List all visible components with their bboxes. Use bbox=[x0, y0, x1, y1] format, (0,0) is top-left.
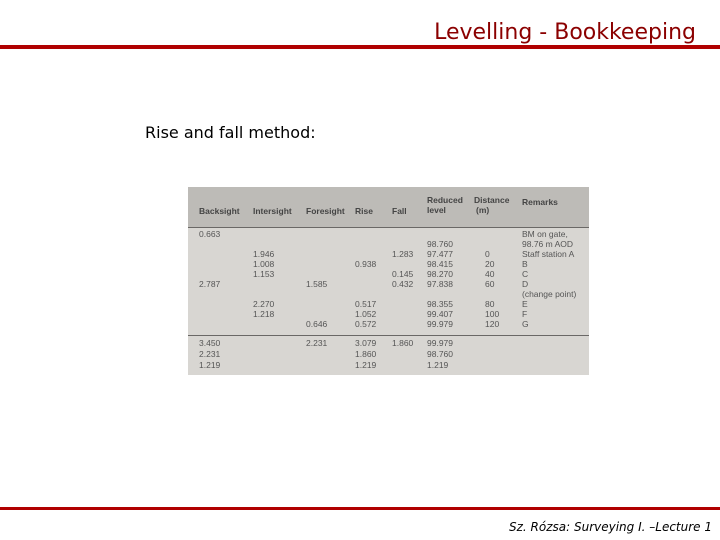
cell-remarks: Staff station A bbox=[522, 249, 575, 259]
cell-reduced: 99.979 bbox=[427, 338, 453, 348]
cell-fall: 1.860 bbox=[392, 338, 414, 348]
cell-fall: 1.283 bbox=[392, 249, 414, 259]
cell-remarks: B bbox=[522, 259, 528, 269]
cell-distance: 20 bbox=[485, 259, 495, 269]
header-rise: Rise bbox=[355, 206, 373, 216]
footer-rule bbox=[0, 507, 720, 510]
cell-distance: 100 bbox=[485, 309, 500, 319]
cell-reduced: 98.760 bbox=[427, 239, 453, 249]
cell-reduced: 1.219 bbox=[427, 360, 449, 370]
cell-remarks: D bbox=[522, 279, 529, 289]
header-distance-line1: Distance bbox=[474, 195, 510, 205]
cell-reduced: 98.270 bbox=[427, 269, 453, 279]
footer-credit: Sz. Rózsa: Surveying I. –Lecture 1 bbox=[508, 520, 712, 534]
header-intersight: Intersight bbox=[253, 206, 292, 216]
cell-backsight: 2.231 bbox=[199, 349, 221, 359]
cell-remarks: (change point) bbox=[522, 289, 577, 299]
cell-intersight: 2.270 bbox=[253, 299, 275, 309]
cell-foresight: 2.231 bbox=[306, 338, 328, 348]
cell-backsight: 2.787 bbox=[199, 279, 221, 289]
cell-reduced: 97.838 bbox=[427, 279, 453, 289]
cell-intersight: 1.946 bbox=[253, 249, 275, 259]
header-distance-line2: (m) bbox=[476, 205, 490, 215]
table-header bbox=[188, 187, 589, 227]
cell-distance: 0 bbox=[485, 249, 490, 259]
cell-reduced: 98.415 bbox=[427, 259, 453, 269]
cell-reduced: 99.407 bbox=[427, 309, 453, 319]
cell-rise: 0.938 bbox=[355, 259, 377, 269]
header-foresight: Foresight bbox=[306, 206, 345, 216]
cell-distance: 60 bbox=[485, 279, 495, 289]
cell-rise: 3.079 bbox=[355, 338, 377, 348]
cell-rise: 1.219 bbox=[355, 360, 377, 370]
level-book-table bbox=[188, 187, 589, 375]
cell-fall: 0.432 bbox=[392, 279, 414, 289]
cell-rise: 0.517 bbox=[355, 299, 377, 309]
header-fall: Fall bbox=[392, 206, 407, 216]
cell-backsight: 3.450 bbox=[199, 338, 221, 348]
cell-reduced: 99.979 bbox=[427, 319, 453, 329]
cell-distance: 40 bbox=[485, 269, 495, 279]
cell-reduced: 97.477 bbox=[427, 249, 453, 259]
cell-intersight: 1.008 bbox=[253, 259, 275, 269]
header-reduced-line1: Reduced bbox=[427, 195, 463, 205]
header-backsight: Backsight bbox=[199, 206, 240, 216]
header-reduced-line2: level bbox=[427, 205, 446, 215]
method-heading: Rise and fall method: bbox=[145, 123, 316, 142]
cell-rise: 1.052 bbox=[355, 309, 377, 319]
cell-remarks: C bbox=[522, 269, 529, 279]
cell-reduced: 98.760 bbox=[427, 349, 453, 359]
cell-remarks: BM on gate, bbox=[522, 229, 568, 239]
cell-distance: 120 bbox=[485, 319, 500, 329]
cell-intersight: 1.218 bbox=[253, 309, 275, 319]
slide-title: Levelling - Bookkeeping bbox=[434, 20, 696, 45]
check-divider bbox=[188, 335, 589, 336]
cell-remarks: F bbox=[522, 309, 528, 319]
cell-remarks: E bbox=[522, 299, 528, 309]
title-underline bbox=[0, 45, 720, 49]
cell-remarks: G bbox=[522, 319, 529, 329]
cell-reduced: 98.355 bbox=[427, 299, 453, 309]
cell-backsight: 1.219 bbox=[199, 360, 221, 370]
cell-backsight: 0.663 bbox=[199, 229, 221, 239]
cell-remarks: 98.76 m AOD bbox=[522, 239, 574, 249]
cell-distance: 80 bbox=[485, 299, 495, 309]
cell-fall: 0.145 bbox=[392, 269, 414, 279]
cell-rise: 1.860 bbox=[355, 349, 377, 359]
cell-foresight: 0.646 bbox=[306, 319, 328, 329]
cell-rise: 0.572 bbox=[355, 319, 377, 329]
cell-foresight: 1.585 bbox=[306, 279, 328, 289]
header-divider bbox=[188, 227, 589, 228]
cell-intersight: 1.153 bbox=[253, 269, 275, 279]
header-remarks: Remarks bbox=[522, 197, 558, 207]
